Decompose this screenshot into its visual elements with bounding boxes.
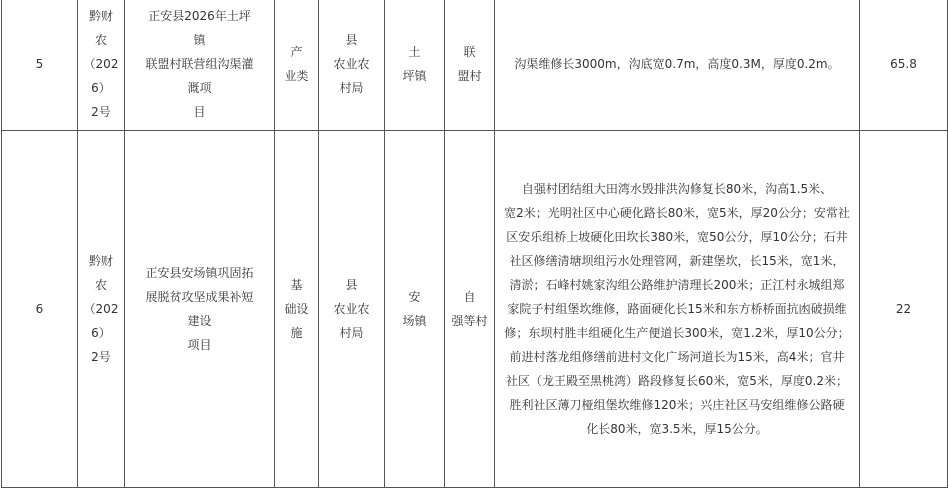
document-number-cell [78,131,125,488]
construction-content-cell [495,131,860,488]
town-line: 场镇 [391,309,438,333]
content-line: 前进村落龙组修缮前进村文化广场河道长为15米，高4米；官井 [503,345,851,369]
content-line: 社区修缮清塘坝组污水处理管网，新建堡坎，长15米，宽1米， [503,249,851,273]
table-row [2,131,948,488]
village-cell [445,131,495,488]
content-line: 清淤；石峰村姚家沟组公路维护清理长200米；正江村永城组郑 [503,273,851,297]
content-line: 区安乐组桥上坡硬化田坎长380米，宽50公分，厚10公分；石井 [503,225,851,249]
category-line: 产 [281,40,312,64]
project-table [1,0,948,488]
content-line: 家院子村组堡坎维修，路面硬化长15米和东方桥桥面抗凼破损维 [503,297,851,321]
department-line: 村局 [325,321,378,345]
department-cell [319,0,385,131]
document-number-line: （2026） [82,297,120,345]
village-line: 强等村 [451,309,488,333]
content-line: 化长80米，宽3.5米，厚15公分。 [503,417,851,441]
town-line: 土 [391,40,438,64]
document-number-line: 农 [82,273,120,297]
document-number-line: （2026） [82,52,120,100]
department-line: 农业农 [325,297,378,321]
project-name-line: 联盟村联营组沟渠灌溉项 [143,52,256,100]
town-line: 坪镇 [391,64,438,88]
village-line: 自 [451,285,488,309]
category-cell [275,131,319,488]
town-cell [385,131,445,488]
department-line: 县 [325,273,378,297]
village-cell [445,0,495,131]
content-line: 宽2米；光明社区中心硬化路长80米，宽5米，厚20公分；安常社 [503,201,851,225]
project-name-line: 展脱贫攻坚成果补短建设 [143,285,256,333]
project-name-line: 正安县2026年土坪镇 [143,4,256,52]
document-number-line: 2号 [82,100,120,124]
content-line: 自强村团结组大田湾水毁排洪沟修复长80米，沟高1.5米、 [503,177,851,201]
content-line: 修；东坝村胜丰组硬化生产便道长300米，宽1.2米，厚10公分； [503,321,851,345]
document-number-line: 黔财 [82,249,120,273]
amount-cell: 22 [860,131,948,488]
village-line: 联 [451,40,488,64]
project-name-line: 目 [143,100,256,124]
department-line: 县 [325,28,378,52]
project-name-cell [125,131,275,488]
table-row [2,0,948,131]
construction-content-cell [495,0,860,131]
department-line: 农业农 [325,52,378,76]
category-line: 础设施 [281,297,312,345]
project-name-line: 项目 [143,333,256,357]
category-cell [275,0,319,131]
amount-cell: 65.8 [860,0,948,131]
project-name-line: 正安县安场镇巩固拓 [143,261,256,285]
document-number-line: 2号 [82,345,120,369]
content-line: 沟渠维修长3000m，沟底宽0.7m，高度0.3M，厚度0.2m。 [503,52,851,76]
content-line: 社区（龙王殿至黑桃湾）路段修复长60米，宽5米，厚度0.2米； [503,369,851,393]
seq-cell: 5 [2,0,78,131]
document-number-line: 黔财 [82,4,120,28]
category-line: 业类 [281,64,312,88]
department-cell [319,131,385,488]
seq-cell: 6 [2,131,78,488]
town-cell [385,0,445,131]
department-line: 村局 [325,76,378,100]
village-line: 盟村 [451,64,488,88]
document-number-cell [78,0,125,131]
category-line: 基 [281,273,312,297]
document-number-line: 农 [82,28,120,52]
town-line: 安 [391,285,438,309]
content-line: 胜利社区薄刀桠组堡坎维修120米；兴庄社区马安组维修公路硬 [503,393,851,417]
project-name-cell [125,0,275,131]
